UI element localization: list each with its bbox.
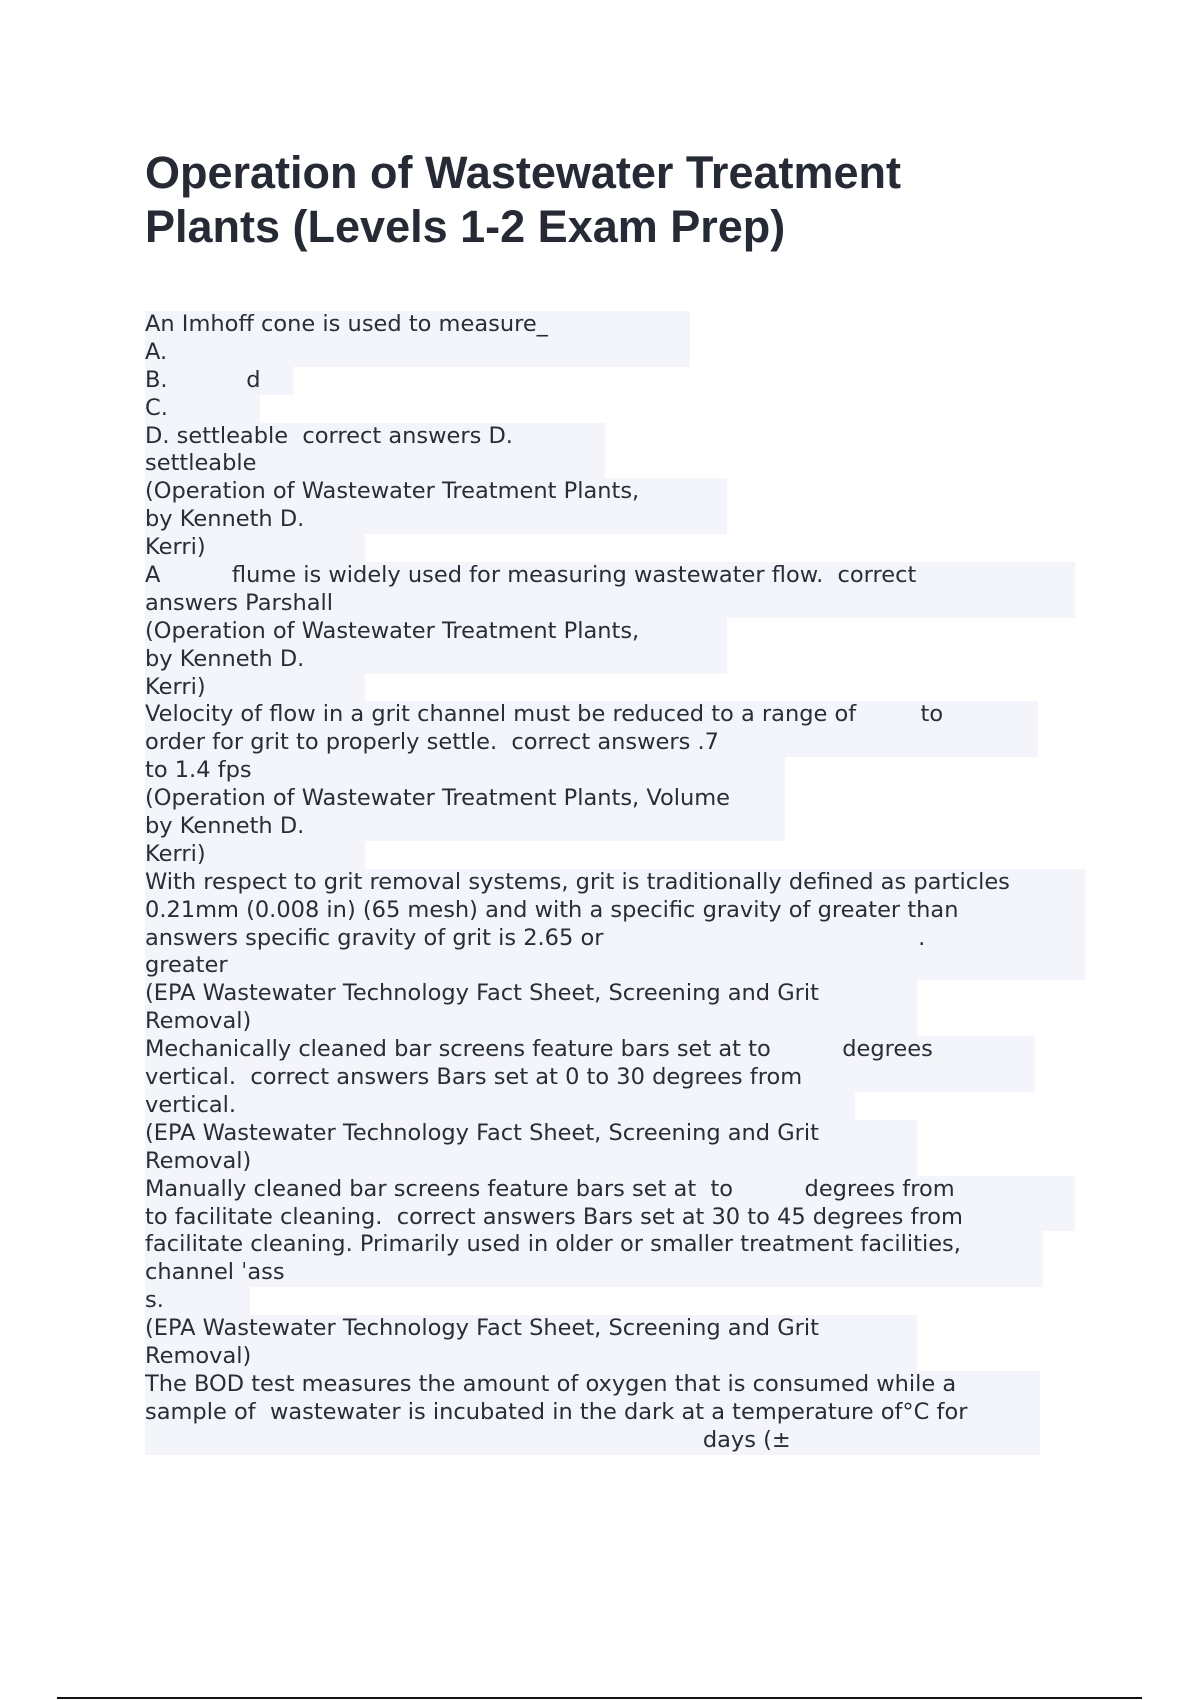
text-line: With respect to grit removal systems, grit is traditionally defined as particles — [145, 869, 1085, 897]
text-line: (EPA Wastewater Technology Fact Sheet, Screening and Grit — [145, 980, 917, 1008]
text-line: by Kenneth D. — [145, 506, 727, 534]
text-line: Kerri) — [145, 534, 365, 562]
text-line: Manually cleaned bar screens feature bars set at to degrees from — [145, 1176, 1075, 1204]
text-line: An Imhoff cone is used to measure_ — [145, 311, 690, 339]
text-line: B. d — [145, 367, 293, 395]
text-line: Velocity of flow in a grit channel must be reduced to a range of to — [145, 701, 1038, 729]
text-line: A. — [145, 339, 690, 367]
page-title: Operation of Wastewater Treatment Plants (Levels 1-2 Exam Prep) — [145, 147, 901, 252]
text-line: channel ˈass — [145, 1259, 1043, 1287]
text-line: Removal) — [145, 1343, 917, 1371]
text-line: A flume is widely used for measuring wastewater flow. correct — [145, 562, 1075, 590]
text-line: (EPA Wastewater Technology Fact Sheet, Screening and Grit — [145, 1120, 917, 1148]
text-line: vertical. correct answers Bars set at 0 to 30 degrees from — [145, 1064, 1035, 1092]
text-line: Kerri) — [145, 674, 365, 702]
text-line: by Kenneth D. — [145, 813, 785, 841]
text-line: Removal) — [145, 1148, 917, 1176]
text-line: days (± — [145, 1427, 1040, 1455]
text-line: D. settleable correct answers D. — [145, 423, 605, 451]
text-line: The BOD test measures the amount of oxygen that is consumed while a — [145, 1371, 1040, 1399]
text-line: Removal) — [145, 1008, 917, 1036]
document-body — [145, 311, 1090, 1455]
footer-divider — [57, 1697, 1142, 1699]
text-line: sample of wastewater is incubated in the dark at a temperature of°C for — [145, 1399, 1040, 1427]
text-line: 0.21mm (0.008 in) (65 mesh) and with a specific gravity of greater than — [145, 897, 1085, 925]
text-line: s. — [145, 1287, 250, 1315]
text-line: vertical. — [145, 1092, 855, 1120]
text-line: Kerri) — [145, 841, 365, 869]
text-line: order for grit to properly settle. correct answers .7 — [145, 729, 1038, 757]
text-line: facilitate cleaning. Primarily used in older or smaller treatment facilities, — [145, 1231, 1043, 1259]
text-line: Mechanically cleaned bar screens feature bars set at to degrees — [145, 1036, 1035, 1064]
text-line: (Operation of Wastewater Treatment Plants, Volume — [145, 785, 785, 813]
text-line: C. — [145, 395, 260, 423]
text-line: (Operation of Wastewater Treatment Plants, — [145, 478, 727, 506]
text-line: (Operation of Wastewater Treatment Plants, — [145, 618, 727, 646]
text-line: answers specific gravity of grit is 2.65 or . — [145, 925, 1085, 953]
text-line: settleable — [145, 450, 605, 478]
text-line: greater — [145, 952, 1085, 980]
text-line: (EPA Wastewater Technology Fact Sheet, Screening and Grit — [145, 1315, 917, 1343]
text-line: answers Parshall — [145, 590, 1075, 618]
text-line: to facilitate cleaning. correct answers Bars set at 30 to 45 degrees from — [145, 1204, 1075, 1232]
text-line: by Kenneth D. — [145, 646, 727, 674]
text-line: to 1.4 fps — [145, 757, 785, 785]
